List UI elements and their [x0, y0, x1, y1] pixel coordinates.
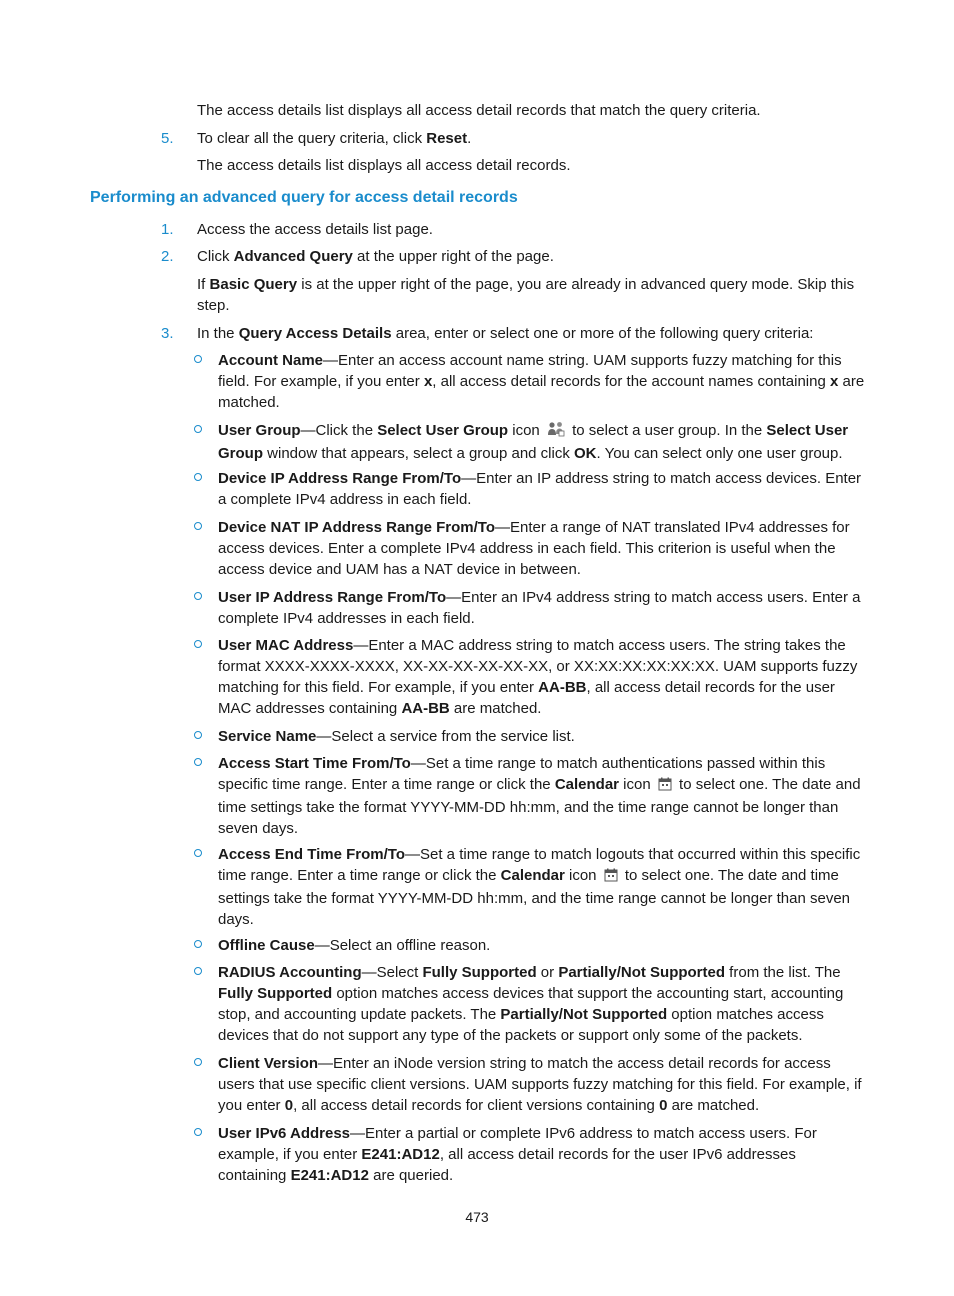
bullet-bold: Calendar — [500, 867, 565, 884]
bullet-bold: Select User Group — [377, 422, 509, 439]
bullet-bold: E241:AD12 — [290, 1167, 369, 1184]
step-1-number: 1. — [161, 221, 174, 238]
bullet-access-start-time — [218, 753, 866, 839]
bullet-title: Client Version — [218, 1055, 319, 1072]
user-group-icon — [547, 421, 565, 443]
bullet-title: Device NAT IP Address Range From/To — [218, 519, 496, 536]
bullet-desc: are matched. — [667, 1097, 760, 1114]
bullet-marker — [192, 468, 204, 480]
bullet-title: Access End Time From/To — [218, 846, 405, 863]
bullet-desc: , all access detail records for the user MAC addresses containing — [218, 679, 835, 717]
bullet-desc: —Enter a MAC address string to match access users. The string takes the format XXXX-XXXX-XXXX, XX-XX-XX-XX-XX-XX, or XX:XX:XX:XX:XX:XX. UAM supports fuzzy matching for this field. For example, if you enter — [218, 637, 858, 696]
bullet-desc: from the list. The — [725, 964, 841, 981]
bullet-user-mac-address — [218, 635, 866, 719]
bullet-access-end-time — [218, 844, 866, 930]
bullet-desc: option matches access devices that support the accounting start, accounting stop, and accounting update packets. The — [218, 985, 844, 1023]
bullet-device-ip-range — [218, 468, 866, 510]
bullet-desc: —Click the — [300, 422, 378, 439]
bullet-title: Device IP Address Range From/To — [218, 470, 462, 487]
step-2-note-pre: If — [197, 276, 210, 293]
bullet-desc: , all access detail records for the user IPv6 addresses containing — [218, 1146, 796, 1184]
bullet-desc: window that appears, select a group and click — [263, 445, 575, 462]
bullet-bold: x — [830, 373, 839, 390]
bullet-marker — [192, 844, 204, 856]
bullet-desc: to select a user group. In the — [567, 422, 767, 439]
bullet-bold: Calendar — [554, 776, 620, 793]
step-5-note: The access details list displays all access detail records. — [197, 157, 571, 174]
calendar-icon — [658, 776, 672, 797]
bullet-desc: to select one. The date and time settings take the format YYYY-MM-DD hh:mm, and the time range cannot be longer than seven days. — [218, 776, 861, 837]
query-access-details-label: Query Access Details — [238, 325, 392, 342]
bullet-bold: x — [423, 373, 433, 390]
section-heading: Performing an advanced query for access detail records — [90, 189, 518, 206]
bullet-bold: 0 — [284, 1097, 294, 1114]
bullet-marker — [192, 935, 204, 947]
bullet-bold: 0 — [659, 1097, 668, 1114]
bullet-marker — [192, 1123, 204, 1135]
bullet-marker — [192, 350, 204, 362]
bullet-desc: icon — [619, 776, 655, 793]
bullet-bold: Partially/Not Supported — [500, 1006, 668, 1023]
page-number: 473 — [465, 1209, 489, 1225]
bullet-title: User IPv6 Address — [218, 1125, 351, 1142]
bullet-desc: icon — [564, 867, 601, 884]
bullet-title: RADIUS Accounting — [218, 964, 362, 981]
bullet-desc: —Select — [361, 964, 423, 981]
bullet-title: Account Name — [218, 352, 324, 369]
bullet-desc: —Set a time range to match authentications passed within this specific time range. Enter a time range or click the — [218, 755, 826, 793]
bullet-desc: , all access detail records for client versions containing — [293, 1097, 660, 1114]
bullet-desc: —Select a service from the service list. — [316, 728, 575, 745]
bullet-marker — [192, 587, 204, 599]
bullet-desc: —Enter a range of NAT translated IPv4 addresses for access devices. Enter a complete IPv4 address in each field. This criterion is useful when the access device and UAM has a NAT device in between. — [218, 519, 850, 578]
bullet-title: Offline Cause — [218, 937, 315, 954]
bullet-bold: Fully Supported — [422, 964, 537, 981]
step-5-pre: To clear all the query criteria, click — [197, 130, 427, 147]
step-2-note-post: is at the upper right of the page, you are already in advanced query mode. Skip this step. — [197, 276, 855, 314]
bullet-desc: —Select an offline reason. — [314, 937, 491, 954]
step-5-text — [197, 128, 865, 149]
bullet-desc: to select one. The date and time settings take the format YYYY-MM-DD hh:mm, and the time range cannot be longer than seven days. — [218, 867, 850, 928]
bullet-desc: —Set a time range to match logouts that occurred within this specific time range. Enter a time range or click the — [218, 846, 861, 884]
bullet-bold: OK — [574, 445, 597, 462]
step-5-post: . — [467, 130, 472, 147]
bullet-bold: Select User Group — [218, 422, 849, 462]
step-2-number: 2. — [161, 248, 174, 265]
bullet-device-nat-ip-range — [218, 517, 866, 580]
bullet-desc: —Enter an access account name string. UAM supports fuzzy matching for this field. For example, if you enter — [218, 352, 842, 390]
bullet-marker — [192, 1053, 204, 1065]
bullet-user-group — [218, 420, 866, 464]
step-2-post: at the upper right of the page. — [352, 248, 554, 265]
bullet-desc: are matched. — [218, 373, 865, 411]
bullet-title: User MAC Address — [218, 637, 354, 654]
bullet-marker — [192, 753, 204, 765]
bullet-bold: Partially/Not Supported — [558, 964, 726, 981]
bullet-client-version — [218, 1053, 866, 1116]
bullet-title: User Group — [218, 422, 301, 439]
step-2-text — [197, 246, 865, 267]
bullet-marker — [192, 635, 204, 647]
step-3-number: 3. — [161, 325, 174, 342]
bullet-marker — [192, 962, 204, 974]
bullet-marker — [192, 420, 204, 432]
bullet-desc: . You can select only one user group. — [596, 445, 843, 462]
bullet-desc: —Enter an IPv4 address string to match access users. Enter a complete IPv4 addresses in each field. — [218, 589, 861, 627]
bullet-desc: option matches access devices that do not support any type of the packets or support only some of the packets. — [218, 1006, 824, 1044]
step-3-pre: In the — [197, 325, 239, 342]
bullet-title: Service Name — [218, 728, 317, 745]
bullet-desc: are matched. — [449, 700, 542, 717]
step-3-text — [197, 323, 865, 344]
bullet-offline-cause — [218, 935, 866, 956]
bullet-desc: icon — [508, 422, 544, 439]
bullet-title: Access Start Time From/To — [218, 755, 411, 772]
bullet-desc: —Enter an IP address string to match access devices. Enter a complete IPv4 address in each field. — [218, 470, 862, 508]
bullet-desc: , all access detail records for the account names containing — [432, 373, 830, 390]
bullet-marker — [192, 726, 204, 738]
step-2-pre: Click — [197, 248, 234, 265]
reset-label: Reset — [426, 130, 468, 147]
bullet-desc: are queried. — [368, 1167, 454, 1184]
step-3-post: area, enter or select one or more of the following query criteria: — [391, 325, 814, 342]
bullet-marker — [192, 517, 204, 529]
calendar-icon — [604, 867, 618, 888]
bullet-bold: AA-BB — [401, 700, 450, 717]
bullet-service-name — [218, 726, 866, 747]
step-1-text: Access the access details list page. — [197, 221, 433, 238]
bullet-bold: Fully Supported — [218, 985, 333, 1002]
bullet-account-name — [218, 350, 866, 413]
bullet-title: User IP Address Range From/To — [218, 589, 447, 606]
step-2-note — [197, 274, 865, 316]
bullet-user-ip-range — [218, 587, 866, 629]
step-5-number: 5. — [161, 130, 174, 147]
bullet-desc: —Enter a partial or complete IPv6 address to match access users. For example, if you enter — [218, 1125, 817, 1163]
intro-line — [197, 100, 865, 121]
bullet-bold: AA-BB — [538, 679, 587, 696]
bullet-desc: —Enter an iNode version string to match the access detail records for access users that use specific client versions. UAM supports fuzzy matching for this field. For example, if you enter — [218, 1055, 862, 1114]
bullet-bold: E241:AD12 — [361, 1146, 440, 1163]
advanced-query-label: Advanced Query — [233, 248, 353, 265]
intro-text: The access details list displays all access detail records that match the query criteria. — [197, 102, 761, 119]
bullet-user-ipv6-address — [218, 1123, 866, 1186]
basic-query-label: Basic Query — [209, 276, 298, 293]
bullet-radius-accounting — [218, 962, 866, 1046]
bullet-desc: or — [536, 964, 559, 981]
